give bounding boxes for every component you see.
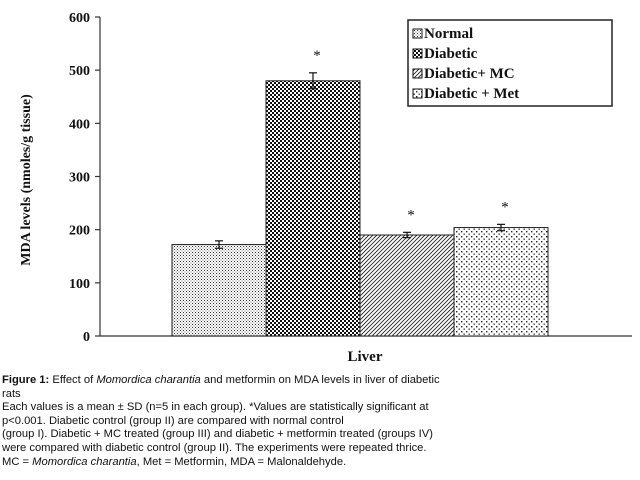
bar-diabetic-mc	[360, 235, 454, 336]
bar-normal	[172, 245, 266, 336]
caption-title-pre: Effect of	[49, 374, 97, 386]
legend-label: Diabetic+ MC	[424, 66, 515, 82]
y-tick-label: 400	[69, 117, 90, 133]
x-category-label: Liver	[347, 349, 383, 365]
significance-marker: *	[313, 47, 321, 64]
legend-swatch	[413, 49, 422, 58]
y-tick-label: 600	[69, 11, 90, 26]
legend-label: Diabetic	[424, 46, 478, 62]
bar-diabetic-met	[454, 228, 548, 336]
caption-line-7-pre: MC =	[2, 455, 33, 468]
caption-line-3: Each values is a mean ± SD (n=5 in each group). *Values are statistically significant at	[2, 401, 429, 414]
y-tick-label: 0	[83, 330, 90, 345]
caption-title-line	[2, 374, 638, 388]
y-tick-label: 100	[69, 276, 90, 292]
legend	[408, 20, 612, 106]
caption-label: Figure 1:	[2, 374, 50, 386]
y-tick-label: 200	[69, 223, 90, 239]
caption-title-italic: Momordica charantia	[96, 374, 201, 386]
legend-swatch	[413, 69, 422, 78]
caption-line-7-post: , Met = Metformin, MDA = Malonaldehyde.	[136, 455, 347, 468]
legend-swatch	[413, 29, 422, 38]
legend-swatch	[413, 89, 422, 98]
significance-marker: *	[407, 207, 415, 224]
y-axis	[69, 11, 100, 345]
caption-line-5: (group I). Diabetic + MC treated (group III) and diabetic + metformin treated (groups IV)	[2, 428, 433, 441]
caption-line-7-italic: Momordica charantia	[32, 455, 137, 468]
figure-caption	[2, 374, 638, 469]
caption-line-7	[2, 456, 638, 470]
caption-line-6: were compared with diabetic control (group II). The experiments were repeated thrice.	[2, 441, 427, 454]
y-axis-label: MDA levels (nmoles/g tissue)	[19, 94, 34, 266]
bar-diabetic	[266, 81, 360, 336]
legend-label: Normal	[424, 26, 474, 42]
caption-title-wrap: rats	[2, 387, 21, 400]
y-tick-label: 500	[69, 64, 90, 80]
legend-label: Diabetic + Met	[424, 86, 520, 102]
caption-line-4: p<0.001. Diabetic control (group II) are compared with normal control	[2, 414, 344, 427]
significance-marker: *	[501, 199, 509, 216]
caption-title-post: and metformin on MDA levels in liver of diabetic	[200, 374, 440, 386]
y-tick-label: 300	[69, 170, 90, 186]
